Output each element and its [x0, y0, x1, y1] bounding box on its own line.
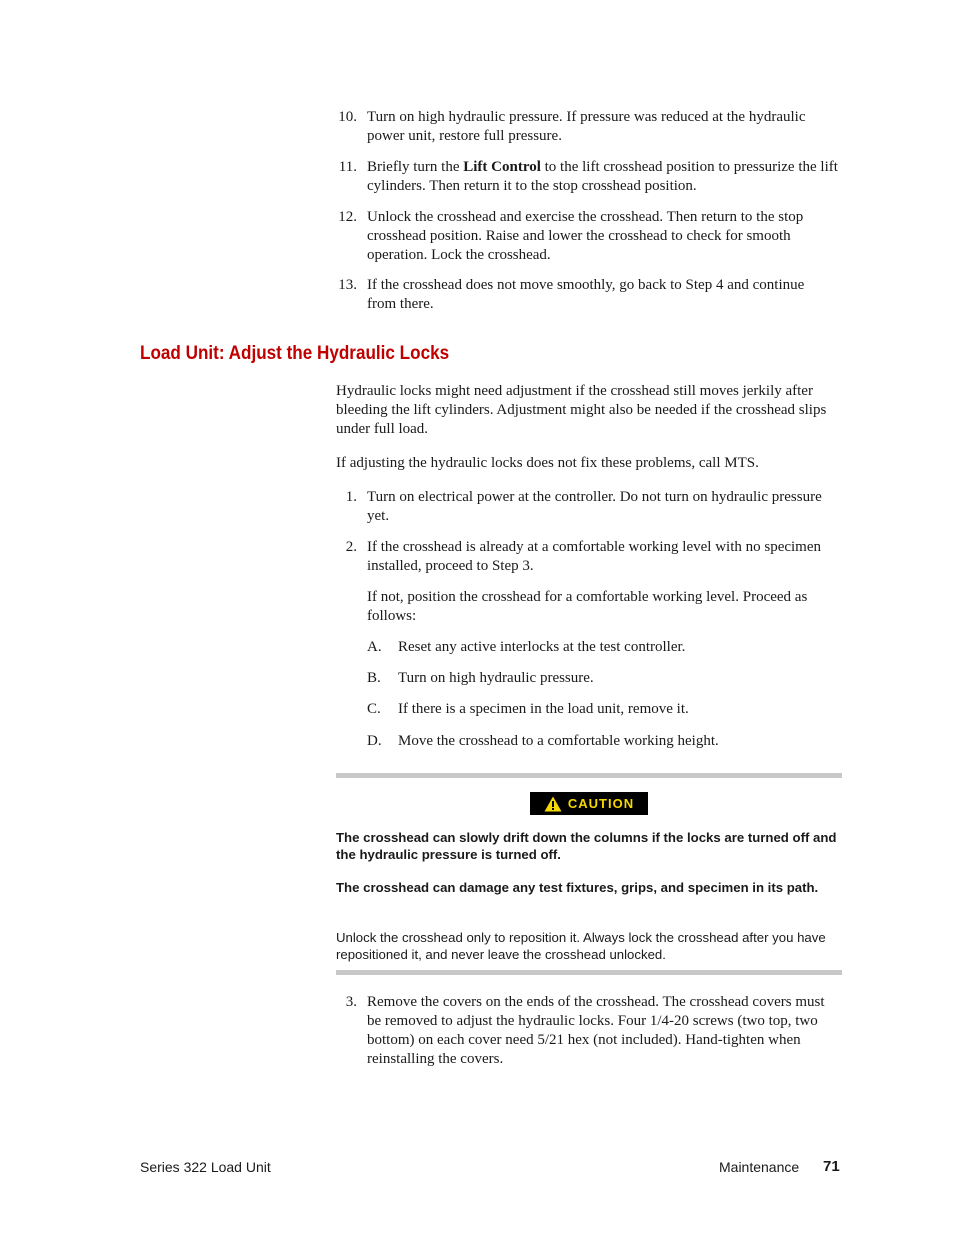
call-mts-paragraph: If adjusting the hydraulic locks does not fix these problems, call MTS.	[336, 455, 759, 471]
section-heading: Load Unit: Adjust the Hydraulic Locks	[140, 343, 450, 364]
list-item: Unlock the crosshead and exercise the crosshead. Then return to the stop crosshead position. Raise and lower the crosshead to check for smooth operation. Lock the crosshead.	[367, 209, 804, 263]
intro-paragraph: Hydraulic locks might need adjustment if the crosshead still moves jerkily after bleeding the lift cylinders. Adjustment might also be needed if the crosshead slips under full load.	[336, 383, 827, 437]
step2-paragraph: If not, position the crosshead for a comfortable working level. Proceed as follows:	[367, 589, 808, 624]
sub-step-letter: D.	[367, 733, 382, 749]
step-number: 2.	[345, 539, 357, 555]
list-item: If the crosshead does not move smoothly, go back to Step 4 and continue from there.	[367, 277, 805, 312]
list-number: 12.	[338, 209, 357, 225]
list-number: 10.	[338, 109, 357, 125]
caution-bold-text: The crosshead can damage any test fixtures, grips, and specimen in its path.	[336, 880, 819, 895]
sub-step-item: Turn on high hydraulic pressure.	[398, 670, 594, 686]
caution-label: CAUTION	[567, 796, 635, 811]
sub-step-letter: B.	[367, 670, 381, 686]
step-item: If the crosshead is already at a comfortable working level with no specimen installed, proceed to Step 3.	[367, 539, 822, 574]
caution-top-rule	[336, 773, 842, 778]
footer-section-name: Maintenance	[719, 1159, 800, 1175]
list-item: Briefly turn the Lift Control to the lift crosshead position to pressurize the lift cylinders. Then return it to the stop crosshead position.	[367, 159, 838, 194]
sub-step-item: If there is a specimen in the load unit, remove it.	[398, 701, 689, 717]
sub-step-letter: C.	[367, 701, 381, 717]
list-number: 13.	[338, 277, 357, 293]
step-item: Remove the covers on the ends of the crosshead. The crosshead covers must be removed to adjust the hydraulic locks. Four 1/4-20 screws (two top, two bottom) on each cover need 5/21 hex (not included). Hand-tighten when reinstalling the covers.	[367, 994, 825, 1067]
list-number: 11.	[338, 159, 357, 175]
sub-step-item: Move the crosshead to a comfortable working height.	[398, 733, 719, 749]
caution-bold-text: The crosshead can slowly drift down the columns if the locks are turned off and the hydraulic pressure is turned off.	[336, 830, 837, 862]
sub-step-letter: A.	[367, 639, 382, 655]
warning-triangle-icon	[544, 796, 562, 812]
list-item: Turn on high hydraulic pressure. If pressure was reduced at the hydraulic power unit, restore full pressure.	[367, 109, 806, 144]
page-number: 71	[823, 1158, 840, 1175]
caution-badge	[530, 792, 648, 815]
lift-control-term: Lift Control	[463, 159, 541, 175]
sub-step-item: Reset any active interlocks at the test controller.	[398, 639, 686, 655]
caution-bottom-rule	[336, 970, 842, 975]
step-number: 1.	[345, 489, 357, 505]
step-item: Turn on electrical power at the controller. Do not turn on hydraulic pressure yet.	[367, 489, 822, 524]
caution-normal-text: Unlock the crosshead only to reposition it. Always lock the crosshead after you have repositioned it, and never leave the crosshead unlocked.	[336, 930, 826, 962]
footer-document-title: Series 322 Load Unit	[140, 1159, 271, 1175]
step-number: 3.	[345, 994, 357, 1010]
